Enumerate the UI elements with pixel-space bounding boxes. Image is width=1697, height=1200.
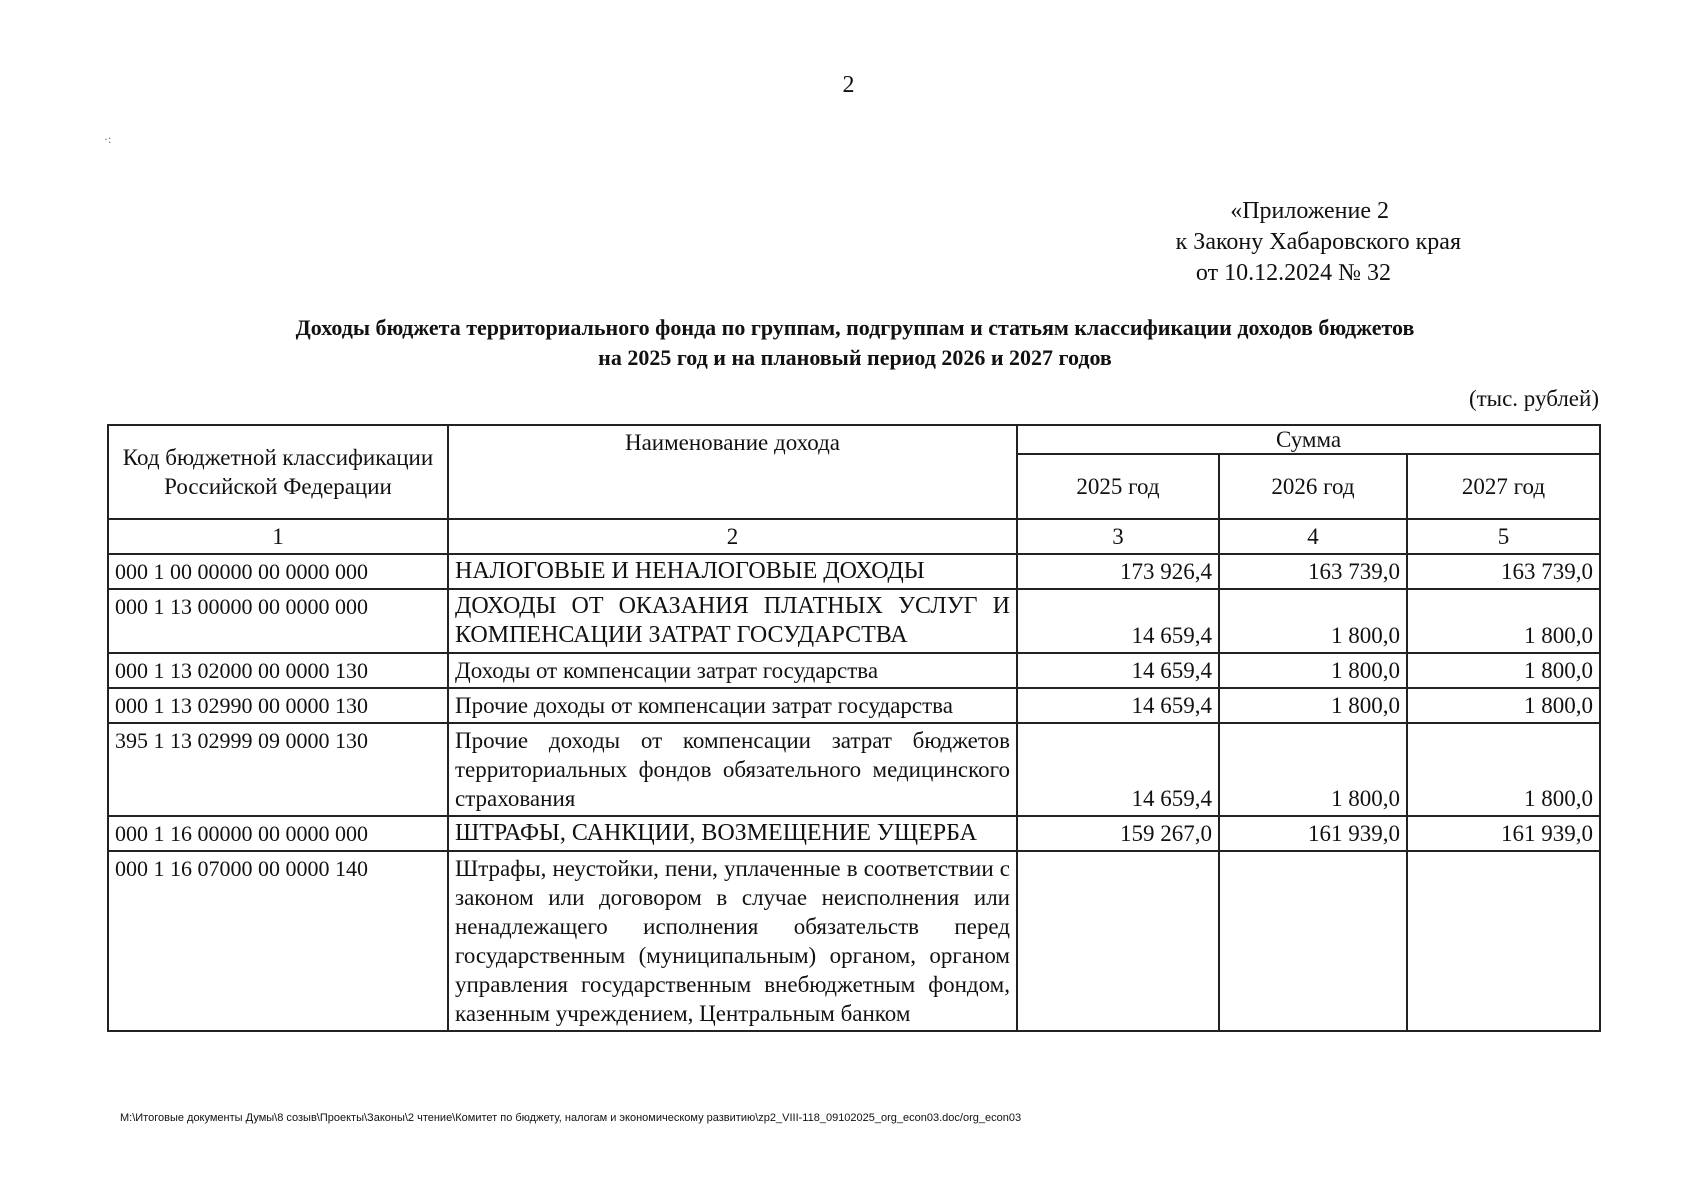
revenue-table [107,424,1601,1032]
table-row [108,688,1600,723]
appendix-line-3: от 10.12.2024 № 32 [1195,260,1391,286]
units-label: (тыс. рублей) [1468,386,1599,411]
row-amount-2027: 1 800,0 [1407,589,1600,653]
table-row [108,816,1600,851]
row-code: 000 1 16 00000 00 0000 000 [108,816,448,851]
row-name: ШТРАФЫ, САНКЦИИ, ВОЗМЕЩЕНИЕ УЩЕРБА [448,816,1017,851]
row-amount-2026: 163 739,0 [1219,554,1407,589]
row-amount-2026: 1 800,0 [1219,723,1407,816]
row-name: Прочие доходы от компенсации затрат государства [448,688,1017,723]
header-name: Наименование дохода [448,425,1017,519]
row-amount-2027 [1407,851,1600,1031]
header-year-2027: 2027 год [1407,454,1600,519]
row-code: 000 1 00 00000 00 0000 000 [108,554,448,589]
row-amount-2026: 161 939,0 [1219,816,1407,851]
header-year-2026: 2026 год [1219,454,1407,519]
header-row [108,425,1600,454]
row-code: 000 1 13 00000 00 0000 000 [108,589,448,653]
column-number: 2 [448,519,1017,554]
row-amount-2027: 163 739,0 [1407,554,1600,589]
row-amount-2026: 1 800,0 [1219,589,1407,653]
row-amount-2027: 161 939,0 [1407,816,1600,851]
row-amount-2025: 14 659,4 [1017,589,1219,653]
table-row [108,723,1600,816]
column-number: 3 [1017,519,1219,554]
row-amount-2027: 1 800,0 [1407,653,1600,688]
title-line-2: на 2025 год и на плановый период 2026 и 2027 годов [598,345,1112,370]
appendix-header [1061,196,1461,289]
row-amount-2026: 1 800,0 [1219,688,1407,723]
row-amount-2025: 173 926,4 [1017,554,1219,589]
header-sum: Сумма [1017,425,1600,454]
header-code: Код бюджетной классификации Российской Федерации [108,425,448,519]
header-year-2025: 2025 год [1017,454,1219,519]
table-row [108,851,1600,1031]
appendix-line-2: к Закону Хабаровского края [1175,229,1461,255]
column-number: 1 [108,519,448,554]
document-title [130,313,1580,373]
appendix-line-1: «Приложение 2 [1230,198,1389,224]
scan-speck: ·: [104,132,112,146]
table-row [108,554,1600,589]
row-code: 395 1 13 02999 09 0000 130 [108,723,448,816]
row-code: 000 1 16 07000 00 0000 140 [108,851,448,1031]
table-row [108,653,1600,688]
row-amount-2025: 14 659,4 [1017,653,1219,688]
row-name: Прочие доходы от компенсации затрат бюджетов территориальных фондов обязательного медицинского страхования [448,723,1017,816]
row-amount-2025: 14 659,4 [1017,723,1219,816]
page-number: 2 [842,72,855,98]
row-amount-2025: 14 659,4 [1017,688,1219,723]
row-name: Доходы от компенсации затрат государства [448,653,1017,688]
row-amount-2025 [1017,851,1219,1031]
row-name: ДОХОДЫ ОТ ОКАЗАНИЯ ПЛАТНЫХ УСЛУГ И КОМПЕНСАЦИИ ЗАТРАТ ГОСУДАРСТВА [448,589,1017,653]
row-code: 000 1 13 02000 00 0000 130 [108,653,448,688]
column-number-row [108,519,1600,554]
table-row [108,589,1600,653]
row-amount-2027: 1 800,0 [1407,723,1600,816]
row-amount-2027: 1 800,0 [1407,688,1600,723]
row-amount-2025: 159 267,0 [1017,816,1219,851]
column-number: 5 [1407,519,1600,554]
row-amount-2026: 1 800,0 [1219,653,1407,688]
row-code: 000 1 13 02990 00 0000 130 [108,688,448,723]
row-name: НАЛОГОВЫЕ И НЕНАЛОГОВЫЕ ДОХОДЫ [448,554,1017,589]
title-line-1: Доходы бюджета территориального фонда по группам, подгруппам и статьям классификации доходов бюджетов [295,315,1415,340]
row-amount-2026 [1219,851,1407,1031]
file-path-footer: M:\Итоговые документы Думы\8 созыв\Проекты\Законы\2 чтение\Комитет по бюджету, налогам и экономическому развитию\zp2_VIII-118_09102025_org_econ03.doc/org_econ03 [120,1112,1022,1124]
row-name: Штрафы, неустойки, пени, уплаченные в соответствии с законом или договором в случае неисполнения или ненадлежащего исполнения обязательств перед государственным (муниципальным) органом, органом управления государственным внебюджетным фондом, казенным учреждением, Центральным банком [448,851,1017,1031]
column-number: 4 [1219,519,1407,554]
